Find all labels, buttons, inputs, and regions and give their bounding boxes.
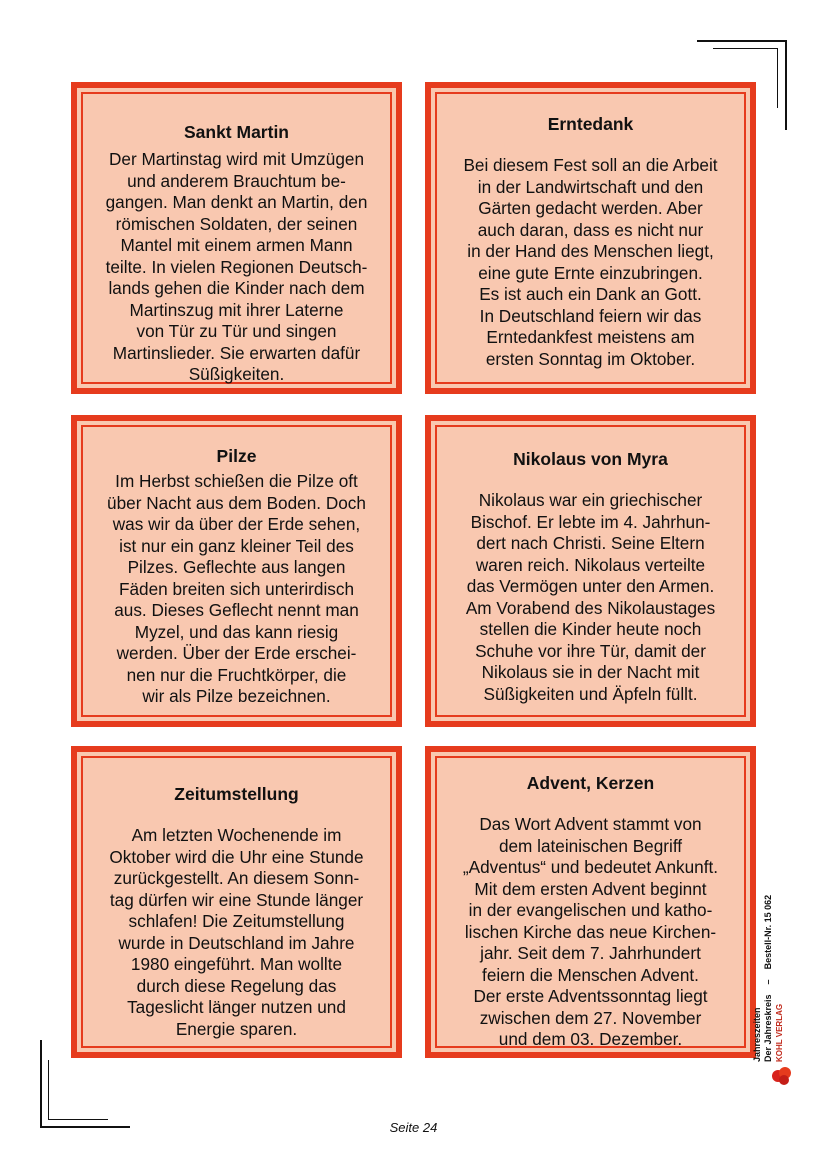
separator: – — [763, 979, 773, 985]
corner-line — [713, 48, 777, 49]
card-title: Pilze — [216, 446, 257, 466]
card-nikolaus — [425, 415, 756, 727]
card-title: Sankt Martin — [183, 122, 290, 142]
corner-line — [697, 40, 785, 42]
series-title: Jahreszeiten — [752, 1007, 762, 1062]
corner-line — [785, 40, 787, 130]
corner-line — [48, 1060, 49, 1120]
card-title: Nikolaus von Myra — [513, 449, 668, 469]
order-number: Bestell-Nr. 15 062 — [763, 894, 773, 970]
publisher-logo-icon — [770, 1064, 794, 1088]
card-sankt-martin — [71, 82, 402, 394]
card-pilze — [71, 415, 402, 727]
card-text: Nikolaus war ein griechischer Bischof. Er lebte im 4. Jahrhun- dert nach Christi. Seine Eltern waren reich. Nikolaus verteilte das Vermögen unter den Armen. Am Vorabend des Nikolaustages stellen die Kinder heute noch Schuhe vor ihre Tür, damit der Nikolaus sie in der Nacht mit Süßigkeiten und Äpfeln füllt. — [465, 490, 716, 704]
publisher-sidebar — [752, 802, 785, 1062]
page-number: Seite 24 — [389, 1120, 438, 1135]
corner-line — [777, 48, 778, 108]
card-text: Das Wort Advent stammt von dem lateinischen Begriff „Adventus“ und bedeutet Ankunft. Mit dem ersten Advent beginnt in der evangelischen und katho- lischen Kirche das neue Kirchen- jahr. Seit dem 7. Jahrhundert feiern die Menschen Advent. Der erste Adventssonntag liegt zwischen dem 27. November und dem 03. Dezember. — [462, 814, 719, 1049]
corner-line — [40, 1040, 42, 1128]
card-zeitumstellung — [71, 746, 402, 1058]
series-subtitle: Der Jahreskreis — [763, 994, 773, 1062]
card-text: Im Herbst schießen die Pilze oft über Nacht aus dem Boden. Doch was wir da über der Erde sehen, ist nur ein ganz kleiner Teil des Pilzes. Geflechte aus langen Fäden breiten sich unterirdisch aus. Dieses Geflecht nennt man Myzel, und das kann riesig werden. Über der Erde erschei- nen nur die Fruchtkörper, die wir als Pilze bezeichnen. — [107, 471, 366, 706]
card-text: Am letzten Wochenende im Oktober wird die Uhr eine Stunde zurückgestellt. An diesem Sonn- tag dürfen wir eine Stunde länger schlafen! Die Zeitumstellung wurde in Deutschland im Jahre 1980 eingeführt. Man wollte durch diese Regelung das Tageslicht länger nutzen und Energie sparen. — [109, 825, 364, 1039]
card-erntedank — [425, 82, 756, 394]
card-advent — [425, 746, 756, 1058]
card-text: Bei diesem Fest soll an die Arbeit in der Landwirtschaft und den Gärten gedacht werden. Aber auch daran, dass es nicht nur in der Hand des Menschen liegt, eine gute Ernte einzubringen. Es ist auch ein Dank an Gott. In Deutschland feiern wir das Erntedankfest meistens am ersten Sonntag im Oktober. — [463, 155, 718, 369]
card-title: Advent, Kerzen — [526, 773, 655, 793]
card-text: Der Martinstag wird mit Umzügen und anderem Brauchtum be- gangen. Man denkt an Martin, den römischen Soldaten, der seinen Mantel mit einem armen Mann teilte. In vielen Regionen Deutsch- lands gehen die Kinder nach dem Martinszug mit ihrer Laterne von Tür zu Tür und singen Martinslieder. Sie erwarten dafür Süßigkeiten. — [105, 149, 368, 384]
card-title: Erntedank — [547, 114, 634, 134]
card-title: Zeitumstellung — [174, 784, 299, 804]
publisher-name: KOHL VERLAG — [775, 1003, 784, 1062]
